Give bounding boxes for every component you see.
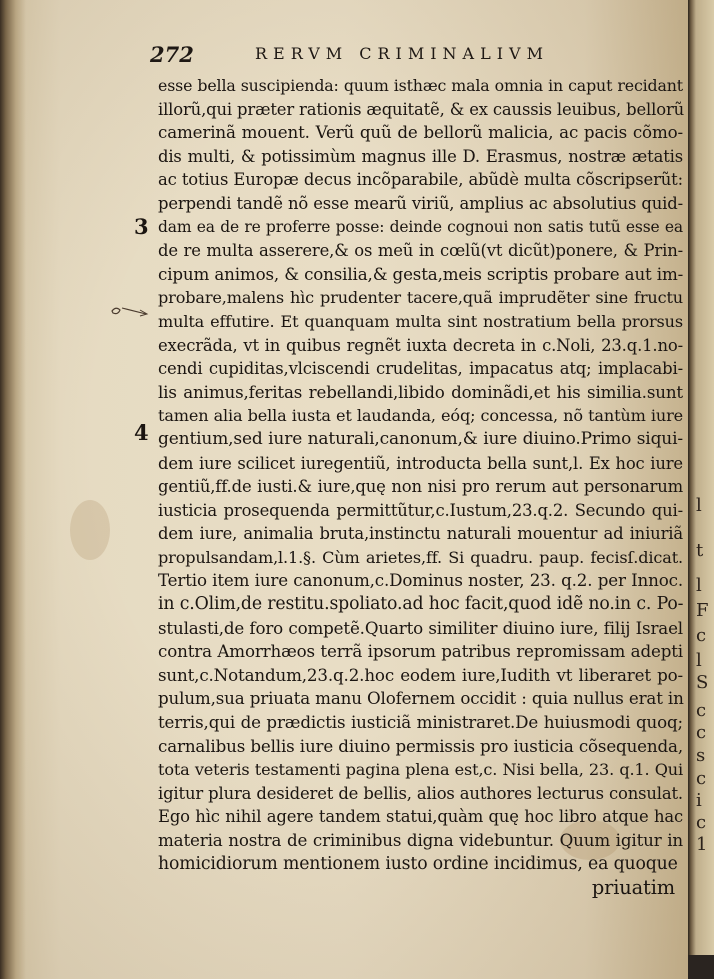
text-line: probare,malens hìc prudenter tacere,quã imprudẽter sine fructu xyxy=(158,288,683,308)
text-line: materia nostra de criminibus digna videbuntur. Quum igitur in xyxy=(158,830,683,850)
facing-page-char: c xyxy=(696,768,707,789)
text-line: lis animus,feritas rebellandi,libido dominãdi,et his similia.sunt xyxy=(158,381,683,402)
text-line: execrãda, vt in quibus regnẽt iuxta decreta in c.Noli, 23.q.1.no- xyxy=(158,335,683,355)
facing-page-char: c xyxy=(696,700,707,721)
running-head xyxy=(0,40,688,70)
page-gutter-shadow xyxy=(0,0,26,979)
text-line: camerinã mouent. Verũ quũ de bellorũ malicia, ac pacis cõmo- xyxy=(158,122,683,143)
foxing-stain xyxy=(70,500,110,560)
text-line: dem iure, animalia bruta,instinctu naturali mouentur ad iniuriã xyxy=(158,524,683,544)
text-line: gentium,sed iure naturali,canonum,& iure diuino.Primo siqui- xyxy=(158,428,683,449)
text-line: ac totius Europæ decus incõparabile, abũdè multa cõscripserũt: xyxy=(158,170,683,190)
background-table xyxy=(688,955,714,979)
facing-page-char: i xyxy=(696,790,702,811)
text-line: in c.Olim,de restitu.spoliato.ad hoc facit,quod idẽ no.in c. Po- xyxy=(158,594,684,615)
text-line: gentiũ,ff.de iusti.& iure,quę non nisi pro rerum aut personarum xyxy=(158,477,683,497)
text-line: multa effutire. Et quanquam multa sint nostratium bella prorsus xyxy=(158,311,683,331)
text-line: Ego hìc nihil agere tandem statui,quàm quę hoc libro atque hac xyxy=(158,807,683,827)
facing-page-char: s xyxy=(696,745,706,766)
facing-page-char: 1 xyxy=(696,834,708,855)
text-line: dem iure scilicet iuregentiũ, introducta bella sunt,l. Ex hoc iure xyxy=(158,453,683,473)
text-line: dam ea de re proferre posse: deinde cognoui non satis tutũ esse ea xyxy=(158,217,683,236)
manicule-icon xyxy=(110,304,150,318)
facing-page-edge xyxy=(688,0,714,979)
text-line: pulum,sua priuata manu Olofernem occidit : quia nullus erat in xyxy=(158,688,684,709)
text-line: de re multa asserere,& os meũ in cœlũ(vt dicũt)ponere, & Prin- xyxy=(158,241,683,261)
catchword: priuatim xyxy=(591,876,675,900)
text-line: terris,qui de prædictis iusticiã ministraret.De huiusmodi quoq; xyxy=(158,712,683,733)
facing-page-char: S xyxy=(696,672,709,693)
text-line: carnalibus bellis iure diuino permissis pro iusticia cõsequenda, xyxy=(158,735,683,756)
body-text xyxy=(158,74,683,900)
facing-page-char: l xyxy=(696,650,702,671)
text-line: Tertio item iure canonum,c.Dominus noster, 23. q.2. per Innoc. xyxy=(158,570,683,591)
text-line: stulasti,de foro competẽ.Quarto similiter diuino iure, filij Israel xyxy=(158,617,683,638)
facing-page-char: t xyxy=(696,540,704,561)
text-line: tamen alia bella iusta et laudanda, eóq; concessa, nõ tantùm iure xyxy=(158,406,683,426)
text-line: tota veteris testamenti pagina plena est,c. Nisi bella, 23. q.1. Qui xyxy=(158,760,683,780)
text-line: propulsandam,l.1.§. Cùm arietes,ff. Si quadru. paup. fecisſ.dicat. xyxy=(158,547,683,567)
text-line: illorũ,qui præter rationis æquitatẽ, & ex caussis leuibus, bellorũ xyxy=(158,99,685,119)
facing-page-char: c xyxy=(696,812,707,833)
text-line: contra Amorrhæos terrã ipsorum patribus repromissam adepti xyxy=(158,641,683,662)
facing-page-char: F xyxy=(696,600,709,621)
running-title: RERVM CRIMINALIVM xyxy=(255,44,549,63)
text-line: igitur plura desideret de bellis, alios authores lecturus consulat. xyxy=(158,783,683,803)
facing-page-char: l xyxy=(696,575,702,596)
text-line: perpendi tandẽ nõ esse mearũ viriũ, amplius ac absolutius quid- xyxy=(158,193,683,213)
text-line: iusticia prosequenda permittũtur,c.Iustum,23.q.2. Secundo qui- xyxy=(158,500,683,520)
text-line: dis multi, & potissimùm magnus ille D. Erasmus, nostræ ætatis xyxy=(158,146,683,166)
facing-page-char: l xyxy=(696,495,702,516)
facing-page-char: c xyxy=(696,722,707,743)
text-line: cipum animos, & consilia,& gesta,meis scriptis probare aut im- xyxy=(158,263,684,284)
margin-section-number: 4 xyxy=(134,420,149,445)
text-line: esse bella suscipienda: quum isthæc mala omnia in caput recidant xyxy=(158,76,683,95)
text-line: sunt,c.Notandum,23.q.2.hoc eodem iure,Iudith vt liberaret po- xyxy=(158,664,683,685)
text-line: cendi cupiditas,vlciscendi crudelitas, impacatus atq; implacabi- xyxy=(158,359,683,379)
facing-page-char: c xyxy=(696,625,707,646)
page-number: 272 xyxy=(150,42,194,67)
margin-section-number: 3 xyxy=(134,214,149,239)
text-line: homicidiorum mentionem iusto ordine incidimus, ea quoque xyxy=(158,853,678,874)
